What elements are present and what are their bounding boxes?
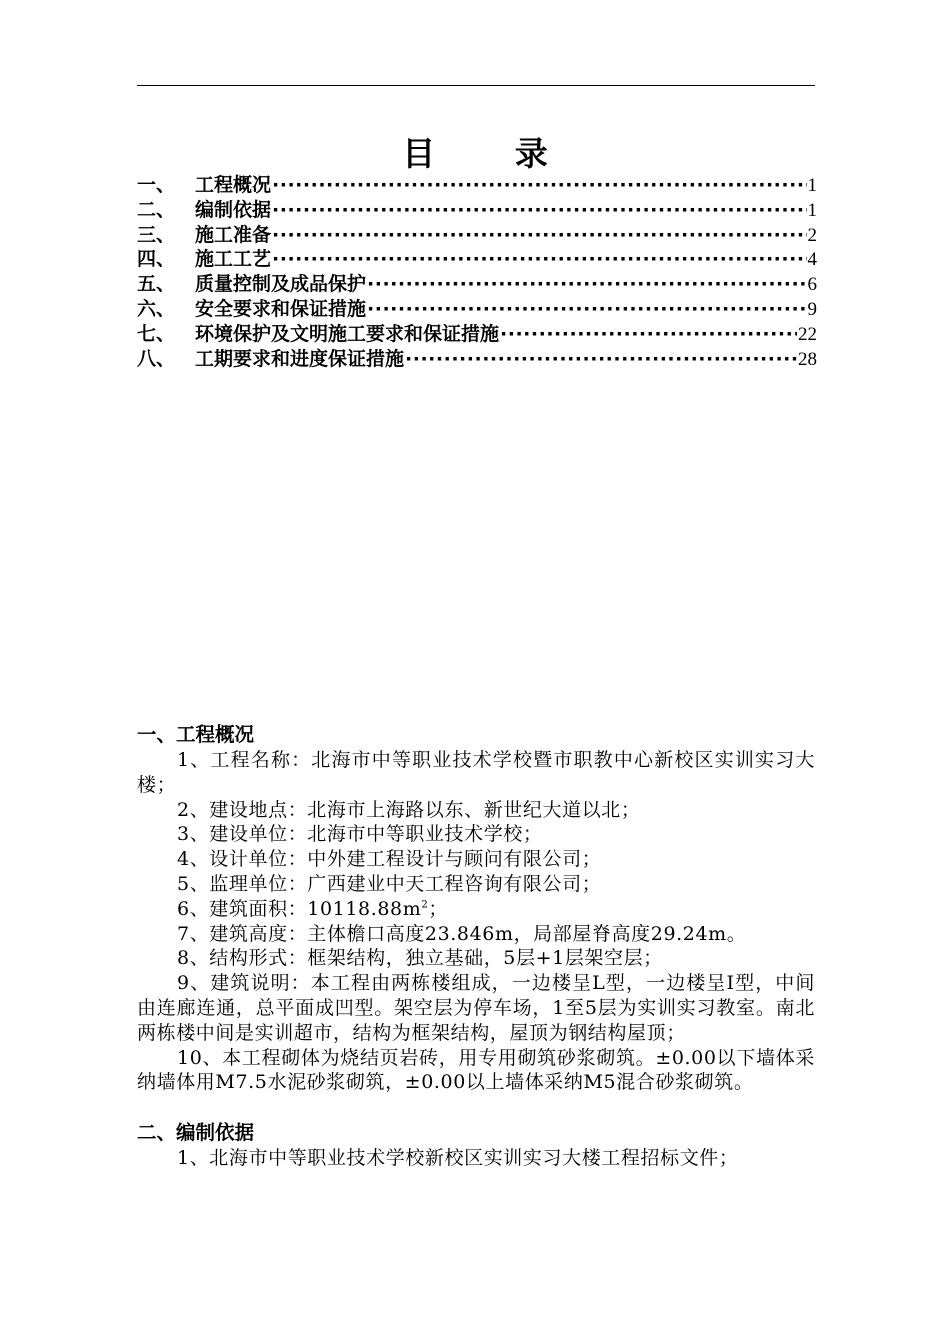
toc-entry-title: 施工准备 [195,223,272,246]
paragraph: 2、建设地点：北海市上海路以东、新世纪大道以北； [177,798,641,821]
toc-entry-page: 2 [807,224,817,246]
toc-entry[interactable] [137,247,817,272]
area-text: 6、建筑面积：10118.88m [177,897,422,920]
toc-entry-page: 1 [807,199,817,221]
toc-entry-title: 质量控制及成品保护 [195,273,367,296]
paragraph-area [137,897,815,922]
toc-entry-number: 三、 [137,223,176,246]
toc-entry-page: 4 [807,249,817,271]
toc-entry[interactable] [137,272,817,297]
toc-entry-page: 1 [807,175,817,196]
toc-entry-number: 一、 [137,174,176,196]
header-rule [137,85,815,86]
toc-leader-dots [405,347,797,372]
toc-entry[interactable] [137,198,817,223]
paragraph: 8、结构形式：框架结构，独立基础，5层+1层架空层； [177,947,663,970]
toc-entry-number: 六、 [137,297,176,320]
toc-entry[interactable] [137,173,817,198]
toc-entry-title: 工期要求和进度保证措施 [195,347,405,370]
toc-leader-dots [272,223,806,248]
toc-entry-number: 二、 [137,198,176,221]
section-heading: 一、工程概况 [137,723,255,746]
toc-entry-page: 28 [798,348,817,370]
section-heading: 二、编制依据 [137,1121,255,1145]
toc-leader-dots [500,322,797,347]
paragraph: 7、建筑高度：主体檐口高度23.846m，局部屋脊高度29.24m。 [177,922,747,945]
paragraph: 10、本工程砌体为烧结页岩砖，用专用砌筑砂浆砌筑。±0.00以下墙体采纳墙体用M7.5水泥砂浆砌筑，±0.00以上墙体采纳M5混合砂浆砌筑。 [137,1046,815,1094]
paragraph: 3、建设单位：北海市中等职业技术学校； [177,823,543,846]
paragraph: 9、建筑说明：本工程由两栋楼组成，一边楼呈L型，一边楼呈I型，中间由连廊连通，总平面成凹型。架空层为停车场，1至5层为实训实习教室。南北两栋楼中间是实训超市，结构为框架结构，屋顶为钢结构屋顶； [137,972,815,1044]
toc-entry-number: 七、 [137,322,176,345]
toc-title: 目 录 [402,134,582,173]
toc-entry[interactable] [137,347,817,372]
toc-entry-title: 编制依据 [195,198,272,221]
toc-entry-title: 环境保护及文明施工要求和保证措施 [195,322,500,345]
area-superscript: 2 [421,899,429,911]
toc-entry[interactable] [137,322,817,347]
toc-leader-dots [272,198,806,223]
spacer [137,1095,815,1120]
toc-entry-number: 五、 [137,273,176,296]
toc-entry-title: 安全要求和保证措施 [195,297,367,320]
paragraph: 4、设计单位：中外建工程设计与顾问有限公司； [177,848,602,871]
paragraph: 1、北海市中等职业技术学校新校区实训实习大楼工程招标文件； [177,1147,739,1170]
document-body [137,722,815,1171]
toc-entry-title: 施工工艺 [195,248,272,271]
toc-leader-dots [272,247,806,272]
area-suffix: ； [428,897,448,920]
toc-entry-page: 9 [807,298,817,320]
toc-entry-page: 22 [798,323,817,345]
paragraph: 5、监理单位：广西建业中天工程咨询有限公司； [177,872,602,895]
toc-entry-title: 工程概况 [195,174,272,196]
toc-entry-number: 四、 [137,248,176,271]
toc-entry-number: 八、 [137,347,176,370]
paragraph: 1、工程名称：北海市中等职业技术学校暨市职教中心新校区实训实习大楼； [137,749,815,796]
toc-entry[interactable] [137,223,817,248]
toc-leader-dots [367,297,806,322]
toc-leader-dots [367,272,806,297]
toc-entry[interactable] [137,297,817,322]
toc-entry-page: 6 [807,274,817,296]
table-of-contents [137,173,817,371]
toc-leader-dots [272,173,806,198]
